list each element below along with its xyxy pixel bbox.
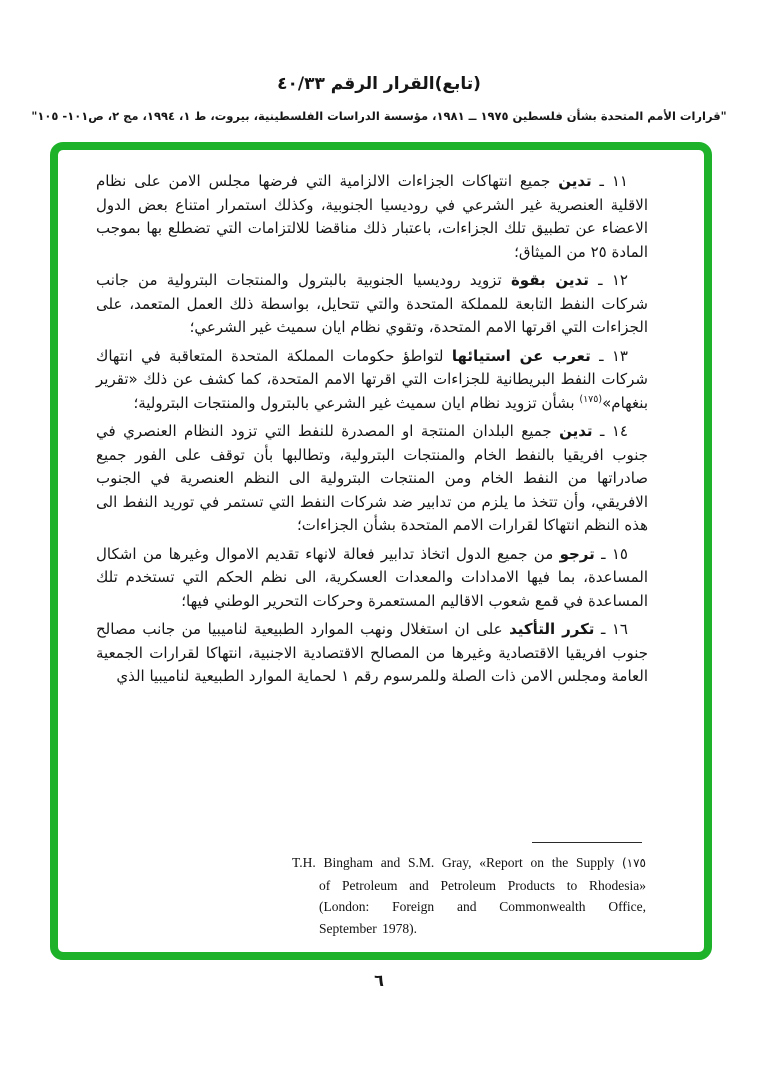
- footnote-line-3: (London: Foreign and Commonwealth Office,: [319, 899, 646, 914]
- resolution-text: [58, 150, 704, 694]
- footnote: [292, 842, 646, 939]
- paragraph-dash: ـ: [599, 172, 604, 190]
- paragraph-body: جميع البلدان المنتجة او المصدرة للنفط التي تزود النظام العنصري في جنوب افريقيا بالنفط الخام والمنتجات البترولية، وتطالبها بأن توقف على الفور جميع صادراتها من النفط الخام ومن المنتجات البترولية الى النظم العنصرية في الجنوب الافريقي، وأن تتخذ ما يلزم من تدابير ضد شركات النفط التي تستمر في توريد النفط الى هذه النظم انتهاكا لقرارات الامم المتحدة بشأن الجزاءات؛: [96, 422, 648, 534]
- paragraph-body: على ان استغلال ونهب الموارد الطبيعية لناميبيا من جانب مصالح جنوب افريقيا الاقتصادية وغيرها من المصالح الاقتصادية الاجنبية، انتهاكا لقرارات الجمعية العامة ومجلس الامن ذات الصلة وللمرسوم رقم ١ لحماية الموارد الطبيعية لناميبيا الذي: [96, 620, 648, 685]
- paragraph-lead: تدين: [558, 172, 592, 190]
- paragraph-number: ١٢: [611, 271, 628, 289]
- paragraph-16: [96, 618, 648, 689]
- paragraph-15: [96, 543, 648, 614]
- paragraph-12: [96, 269, 648, 340]
- paragraph-dash: ـ: [601, 544, 606, 563]
- paragraph-body: جميع انتهاكات الجزاءات الالزامية التي فرضها مجلس الامن على نظام الاقلية العنصرية غير الشرعي في روديسيا الجنوبية، وكذلك استمرار امتناع بعض الدول الاعضاء عن تطبيق تلك الجزاءات، باعتبار ذلك مناقضا للالتزامات التي تضطلع بها بموجب المادة ٢٥ من الميثاق؛: [96, 172, 648, 261]
- page-number: ٦: [374, 971, 384, 990]
- footnote-line-2: of Petroleum and Petroleum Products to Rhodesia»: [319, 877, 646, 893]
- paragraph-number: ١٤: [611, 422, 628, 440]
- paragraph-dash: ـ: [599, 346, 604, 365]
- paragraph-number: ١٥: [611, 544, 628, 563]
- paragraph-lead: تدين: [559, 422, 593, 440]
- paragraph-13: [96, 345, 648, 416]
- paragraph-lead: تعرب عن استيائها: [451, 346, 591, 365]
- footnote-line-4: September 1978).: [319, 920, 417, 936]
- paragraph-dash: ـ: [598, 271, 603, 289]
- footnote-reference: (١٧٥): [579, 393, 603, 405]
- paragraph-number: ١٦: [611, 620, 628, 638]
- resolution-title: (تابع)القرار الرقم ٤٠/٣٣: [277, 74, 481, 94]
- footnote-line-1: [292, 852, 646, 875]
- paragraph-body: من جميع الدول اتخاذ تدابير فعالة لانهاء تقديم الاموال وغيرها من اشكال المساعدة، بما فيها الامدادات والمعدات العسكرية، الى نظم الحكم التي تستخدم تلك المساعدة في قمع شعوب الاقاليم المستعمرة وحركات التحرير الوطني فيها؛: [96, 544, 648, 610]
- green-border-frame: [50, 142, 712, 960]
- paragraph-lead: تدين بقوة: [510, 271, 589, 289]
- source-citation: "قرارات الأمم المتحدة بشأن فلسطين ١٩٧٥ ــ ١٩٨١، مؤسسة الدراسات الفلسطينية، بيروت، ط ١، ١٩٩٤، مج ٢، ص١٠١- ١٠٥": [31, 109, 727, 123]
- footnote-separator: [532, 842, 642, 843]
- footnote-number: (١٧٥: [621, 856, 646, 870]
- paragraph-number: ١١: [611, 172, 628, 190]
- paragraph-number: ١٣: [611, 346, 628, 365]
- paragraph-lead: ترجو: [559, 544, 595, 563]
- paragraph-14: [96, 420, 648, 538]
- footnote-text: T.H. Bingham and S.M. Gray, «Report on the Supply: [292, 855, 615, 870]
- paragraph-body-continued: بشأن تزويد نظام ايان سميث غير الشرعي بالبترول والمنتجات البترولية؛: [133, 393, 575, 412]
- paragraph-body: لتواطؤ حكومات المملكة المتحدة المتعاقبة في انتهاك شركات النفط البريطانية للجزاءات التي اقرتها الامم المتحدة، كما كشف عن ذلك «تقرير بنغهام»: [96, 346, 648, 412]
- paragraph-body: تزويد روديسيا الجنوبية بالبترول والمنتجات البترولية من جانب شركات النفط التابعة للمملكة المتحدة والتي تتحايل، بواسطة ذلك العمل المتعمد، على الجزاءات التي اقرتها الامم المتحدة، وتقوي نظام ايان سميث غير الشرعي؛: [96, 271, 648, 336]
- paragraph-11: [96, 170, 648, 264]
- paragraph-dash: ـ: [600, 620, 606, 638]
- paragraph-dash: ـ: [600, 422, 605, 440]
- paragraph-lead: تكرر التأكيد: [509, 620, 595, 638]
